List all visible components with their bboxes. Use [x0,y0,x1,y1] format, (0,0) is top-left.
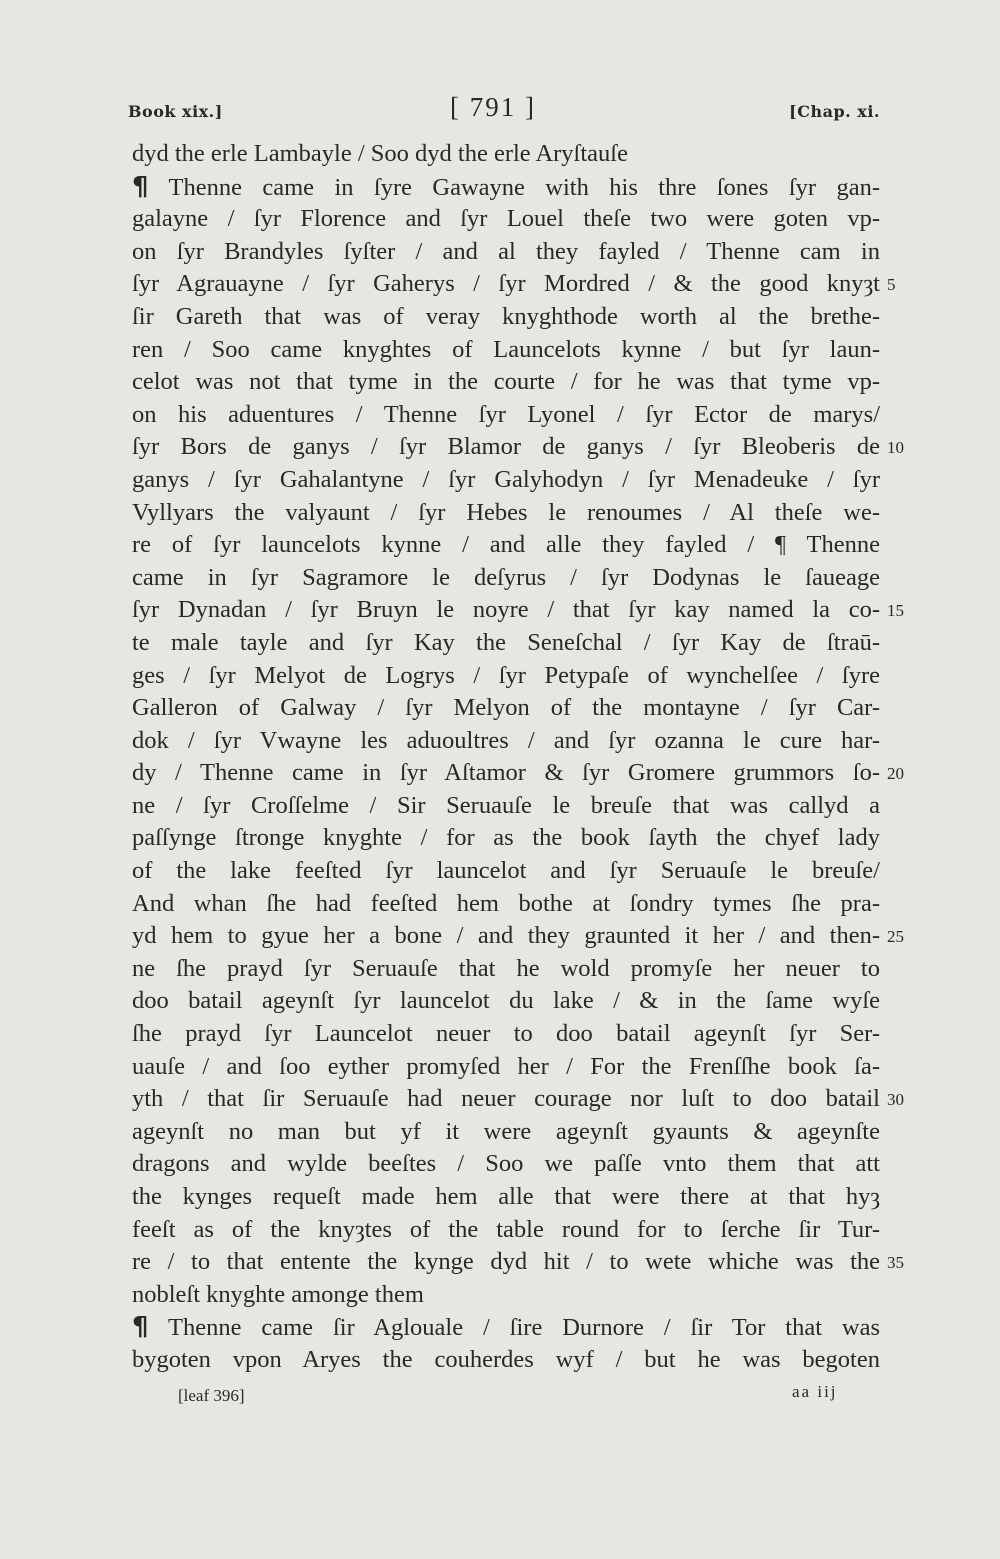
text-line [132,920,880,953]
text-line [132,888,880,921]
line-text: ſyr Bors de ganys / ſyr Blamor de ganys / ſyr Bleoberis de [132,433,880,461]
line-text: on his aduentures / Thenne ſyr Lyonel / ſyr Ector de marys/ [132,400,880,428]
line-text: And whan ſhe had feeſted hem bothe at ſondry tymes ſhe pra- [132,889,880,917]
line-text: ſir Gareth that was of veray knyghthode worth al the brethe- [132,302,880,330]
text-line [132,725,880,758]
line-number: 30 [887,1090,904,1110]
pilcrow-icon: ¶ [132,1312,149,1343]
text-line [132,855,880,888]
line-text: Galleron of Galway / ſyr Melyon of the montayne / ſyr Car- [132,694,880,722]
chapter-heading: [Chap. xi. [789,102,880,121]
line-text: yd hem to gyue her a bone / and they graunted it her / and then- [132,922,880,950]
text-line [132,562,880,595]
running-header [128,92,880,132]
line-text: doo batail ageynſt ſyr launcelot du lake / & in the ſame wyſe [132,987,880,1015]
line-number: 25 [887,927,904,947]
text-line [132,1083,880,1116]
line-text: dragons and wylde beeſtes / Soo we paſſe vnto them that att [132,1150,880,1178]
leaf-reference: [leaf 396] [178,1386,245,1405]
text-line [132,268,880,301]
line-text: bygoten vpon Aryes the couherdes wyf / but he was begoten [132,1345,880,1373]
text-line [132,138,880,171]
line-text: ſyr Agrauayne / ſyr Gaherys / ſyr Mordred / & the good knyȝt [132,270,880,298]
text-line [132,985,880,1018]
line-text: ſyr Dynadan / ſyr Bruyn le noyre / that ſyr kay named la co- [132,596,880,624]
line-text: ageynſt no man but yf it were ageynſt gyaunts & ageynſte [132,1117,880,1145]
line-text: ren / Soo came knyghtes of Launcelots kynne / but ſyr laun- [132,335,880,363]
text-line [132,529,880,562]
line-number: 5 [887,275,896,295]
line-text: ſhe prayd ſyr Launcelot neuer to doo batail ageynſt ſyr Ser- [132,1020,880,1048]
text-line [132,301,880,334]
line-text: re of ſyr launcelots kynne / and alle they fayled / ¶ Thenne [132,531,880,559]
line-text: Vyllyars the valyaunt / ſyr Hebes le renoumes / Al theſe we- [132,498,880,526]
book-number-heading: Book xix.] [128,102,223,121]
text-line [132,399,880,432]
text-line [132,757,880,790]
text-line [132,1311,880,1344]
body-text [132,138,880,1377]
text-line [132,1246,880,1279]
line-text: yth / that ſir Seruauſe had neuer courage nor luſt to doo batail [132,1085,880,1113]
line-text: ganys / ſyr Gahalantyne / ſyr Galyhodyn / ſyr Menadeuke / ſyr [132,465,880,493]
text-line [132,366,880,399]
text-line [132,1116,880,1149]
page-number: [ 791 ] [450,92,536,122]
line-text: came in ſyr Sagramore le deſyrus / ſyr Dodynas le ſaueage [132,563,880,591]
line-number: 15 [887,601,904,621]
line-text: ne ſhe prayd ſyr Seruauſe that he wold promyſe her neuer to [132,954,880,982]
text-line [132,1181,880,1214]
line-text: the kynges requeſt made hem alle that were there at that hyȝ [132,1183,880,1210]
text-line [132,497,880,530]
line-text: te male tayle and ſyr Kay the Seneſchal / ſyr Kay de ſtraū- [132,628,880,656]
text-line [132,1148,880,1181]
text-line [132,953,880,986]
line-text: of the lake feeſted ſyr launcelot and ſyr Seruauſe le breuſe/ [132,857,880,885]
text-line [132,660,880,693]
line-text: on ſyr Brandyles ſyſter / and al they fayled / Thenne cam in [132,237,880,265]
text-line [132,171,880,204]
text-line [132,822,880,855]
text-line [132,627,880,660]
text-line [132,692,880,725]
text-line [132,594,880,627]
line-text: celot was not that tyme in the courte / for he was that tyme vp- [132,368,880,396]
text-line [132,431,880,464]
line-number: 35 [887,1253,904,1273]
line-text: uauſe / and ſoo eyther promyſed her / For the Frenſſhe book ſa- [132,1052,880,1080]
text-line [132,1279,880,1312]
line-text: dyd the erle Lambayle / Soo dyd the erle Aryſtauſe [132,140,628,167]
line-text: galayne / ſyr Florence and ſyr Louel theſe two were goten vp- [132,205,880,233]
text-line [132,236,880,269]
signature-mark: aa iij [792,1382,838,1401]
line-number: 10 [887,438,904,458]
text-line [132,1214,880,1247]
text-line [132,1051,880,1084]
line-text: dy / Thenne came in ſyr Aſtamor & ſyr Gromere grummors ſo- [132,759,880,787]
line-text: feeſt as of the knyȝtes of the table round for to ſerche ſir Tur- [132,1215,880,1243]
line-text: nobleſt knyghte amonge them [132,1280,424,1308]
text-line [132,790,880,823]
line-text: re / to that entente the kynge dyd hit / to wete whiche was the [132,1248,880,1276]
line-text: Thenne came in ſyre Gawayne with his thre ſones ſyr gan- [168,173,880,201]
line-number: 20 [887,764,904,784]
text-line [132,1018,880,1051]
line-text: ges / ſyr Melyot de Logrys / ſyr Petypaſe of wynchelſee / ſyre [132,661,880,689]
line-text: Thenne came ſir Aglouale / ſire Durnore / ſir Tor that was [168,1314,880,1342]
line-text: ne / ſyr Croſſelme / Sir Seruauſe le breuſe that was callyd a [132,791,880,819]
pilcrow-icon: ¶ [132,171,149,202]
text-line [132,334,880,367]
line-text: paſſynge ſtronge knyghte / for as the book ſayth the chyef lady [132,824,880,852]
text-line [132,203,880,236]
line-text: dok / ſyr Vwayne les aduoultres / and ſyr ozanna le cure har- [132,726,880,754]
text-line [132,1344,880,1377]
text-line [132,464,880,497]
